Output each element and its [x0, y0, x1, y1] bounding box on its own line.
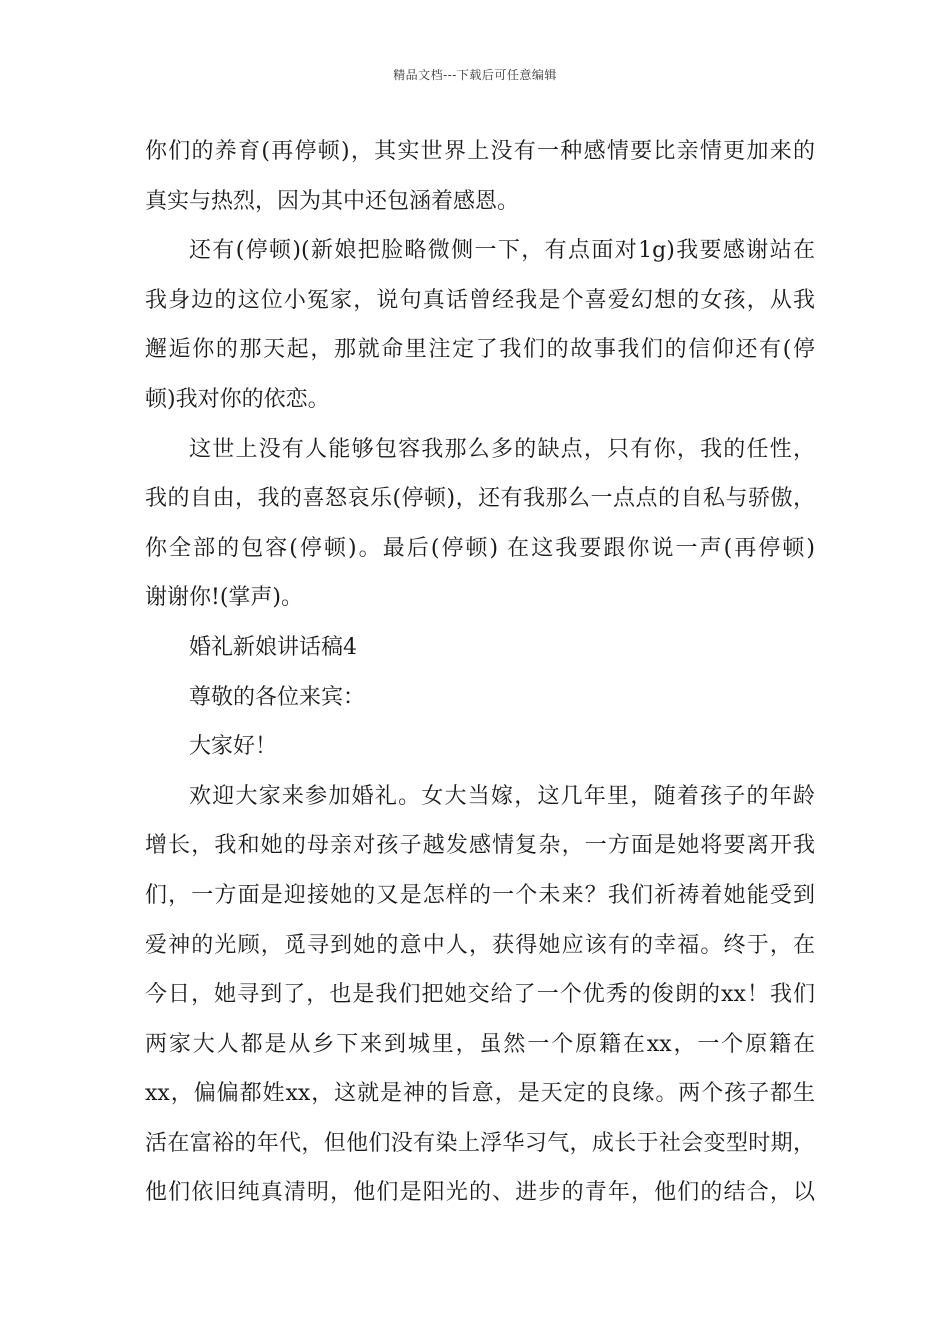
- text-line: 真实与热烈，因为其中还包涵着感恩。: [145, 188, 520, 214]
- text-line: xx，偏偏都姓xx，这就是神的旨意，是天定的良缘。两个孩子都生: [145, 1081, 815, 1107]
- text-line: 我的自由，我的喜怒哀乐(停顿)，还有我那么一点点的自私与骄傲，: [145, 486, 815, 512]
- text-line: 爱神的光顾，觅寻到她的意中人，获得她应该有的幸福。终于，在: [145, 932, 815, 958]
- text-line: 我身边的这位小冤家，说句真话曾经我是个喜爱幻想的女孩，从我: [145, 287, 815, 313]
- text-line: 活在富裕的年代，但他们没有染上浮华习气，成长于社会变型时期，: [145, 1130, 815, 1156]
- text-line: 你全部的包容(停顿)。最后(停顿) 在这我要跟你说一声(再停顿): [145, 535, 815, 561]
- text-line: 大家好！: [189, 734, 278, 760]
- text-line: 尊敬的各位来宾：: [189, 684, 366, 710]
- text-line: 增长，我和她的母亲对孩子越发感情复杂，一方面是她将要离开我: [145, 833, 815, 859]
- text-line: 婚礼新娘讲话稿4: [189, 634, 357, 660]
- text-line: 今日，她寻到了，也是我们把她交给了一个优秀的俊朗的xx！我们: [145, 982, 815, 1008]
- text-line: 你们的养育(再停顿)，其实世界上没有一种感情要比亲情更加来的: [145, 139, 815, 164]
- text-line: 还有(停顿)(新娘把脸略微侧一下，有点面对1g)我要感谢站在: [189, 238, 815, 264]
- page-header: 精品文档---下载后可任意编辑: [393, 68, 557, 82]
- document-body: [145, 127, 815, 1218]
- text-line: 顿)我对你的依恋。: [145, 386, 330, 412]
- text-line: 他们依旧纯真清明，他们是阳光的、进步的青年，他们的结合，以: [145, 1180, 815, 1206]
- text-line: 邂逅你的那天起，那就命里注定了我们的故事我们的信仰还有(停: [145, 337, 815, 363]
- text-line: 欢迎大家来参加婚礼。女大当嫁，这几年里，随着孩子的年龄: [189, 783, 815, 809]
- text-line: 们，一方面是迎接她的又是怎样的一个未来？我们祈祷着她能受到: [145, 882, 815, 908]
- text-line: 这世上没有人能够包容我那么多的缺点，只有你，我的任性，: [189, 436, 815, 462]
- text-line: 谢谢你!(掌声)。: [145, 585, 304, 611]
- text-line: 两家大人都是从乡下来到城里，虽然一个原籍在xx，一个原籍在: [145, 1031, 815, 1057]
